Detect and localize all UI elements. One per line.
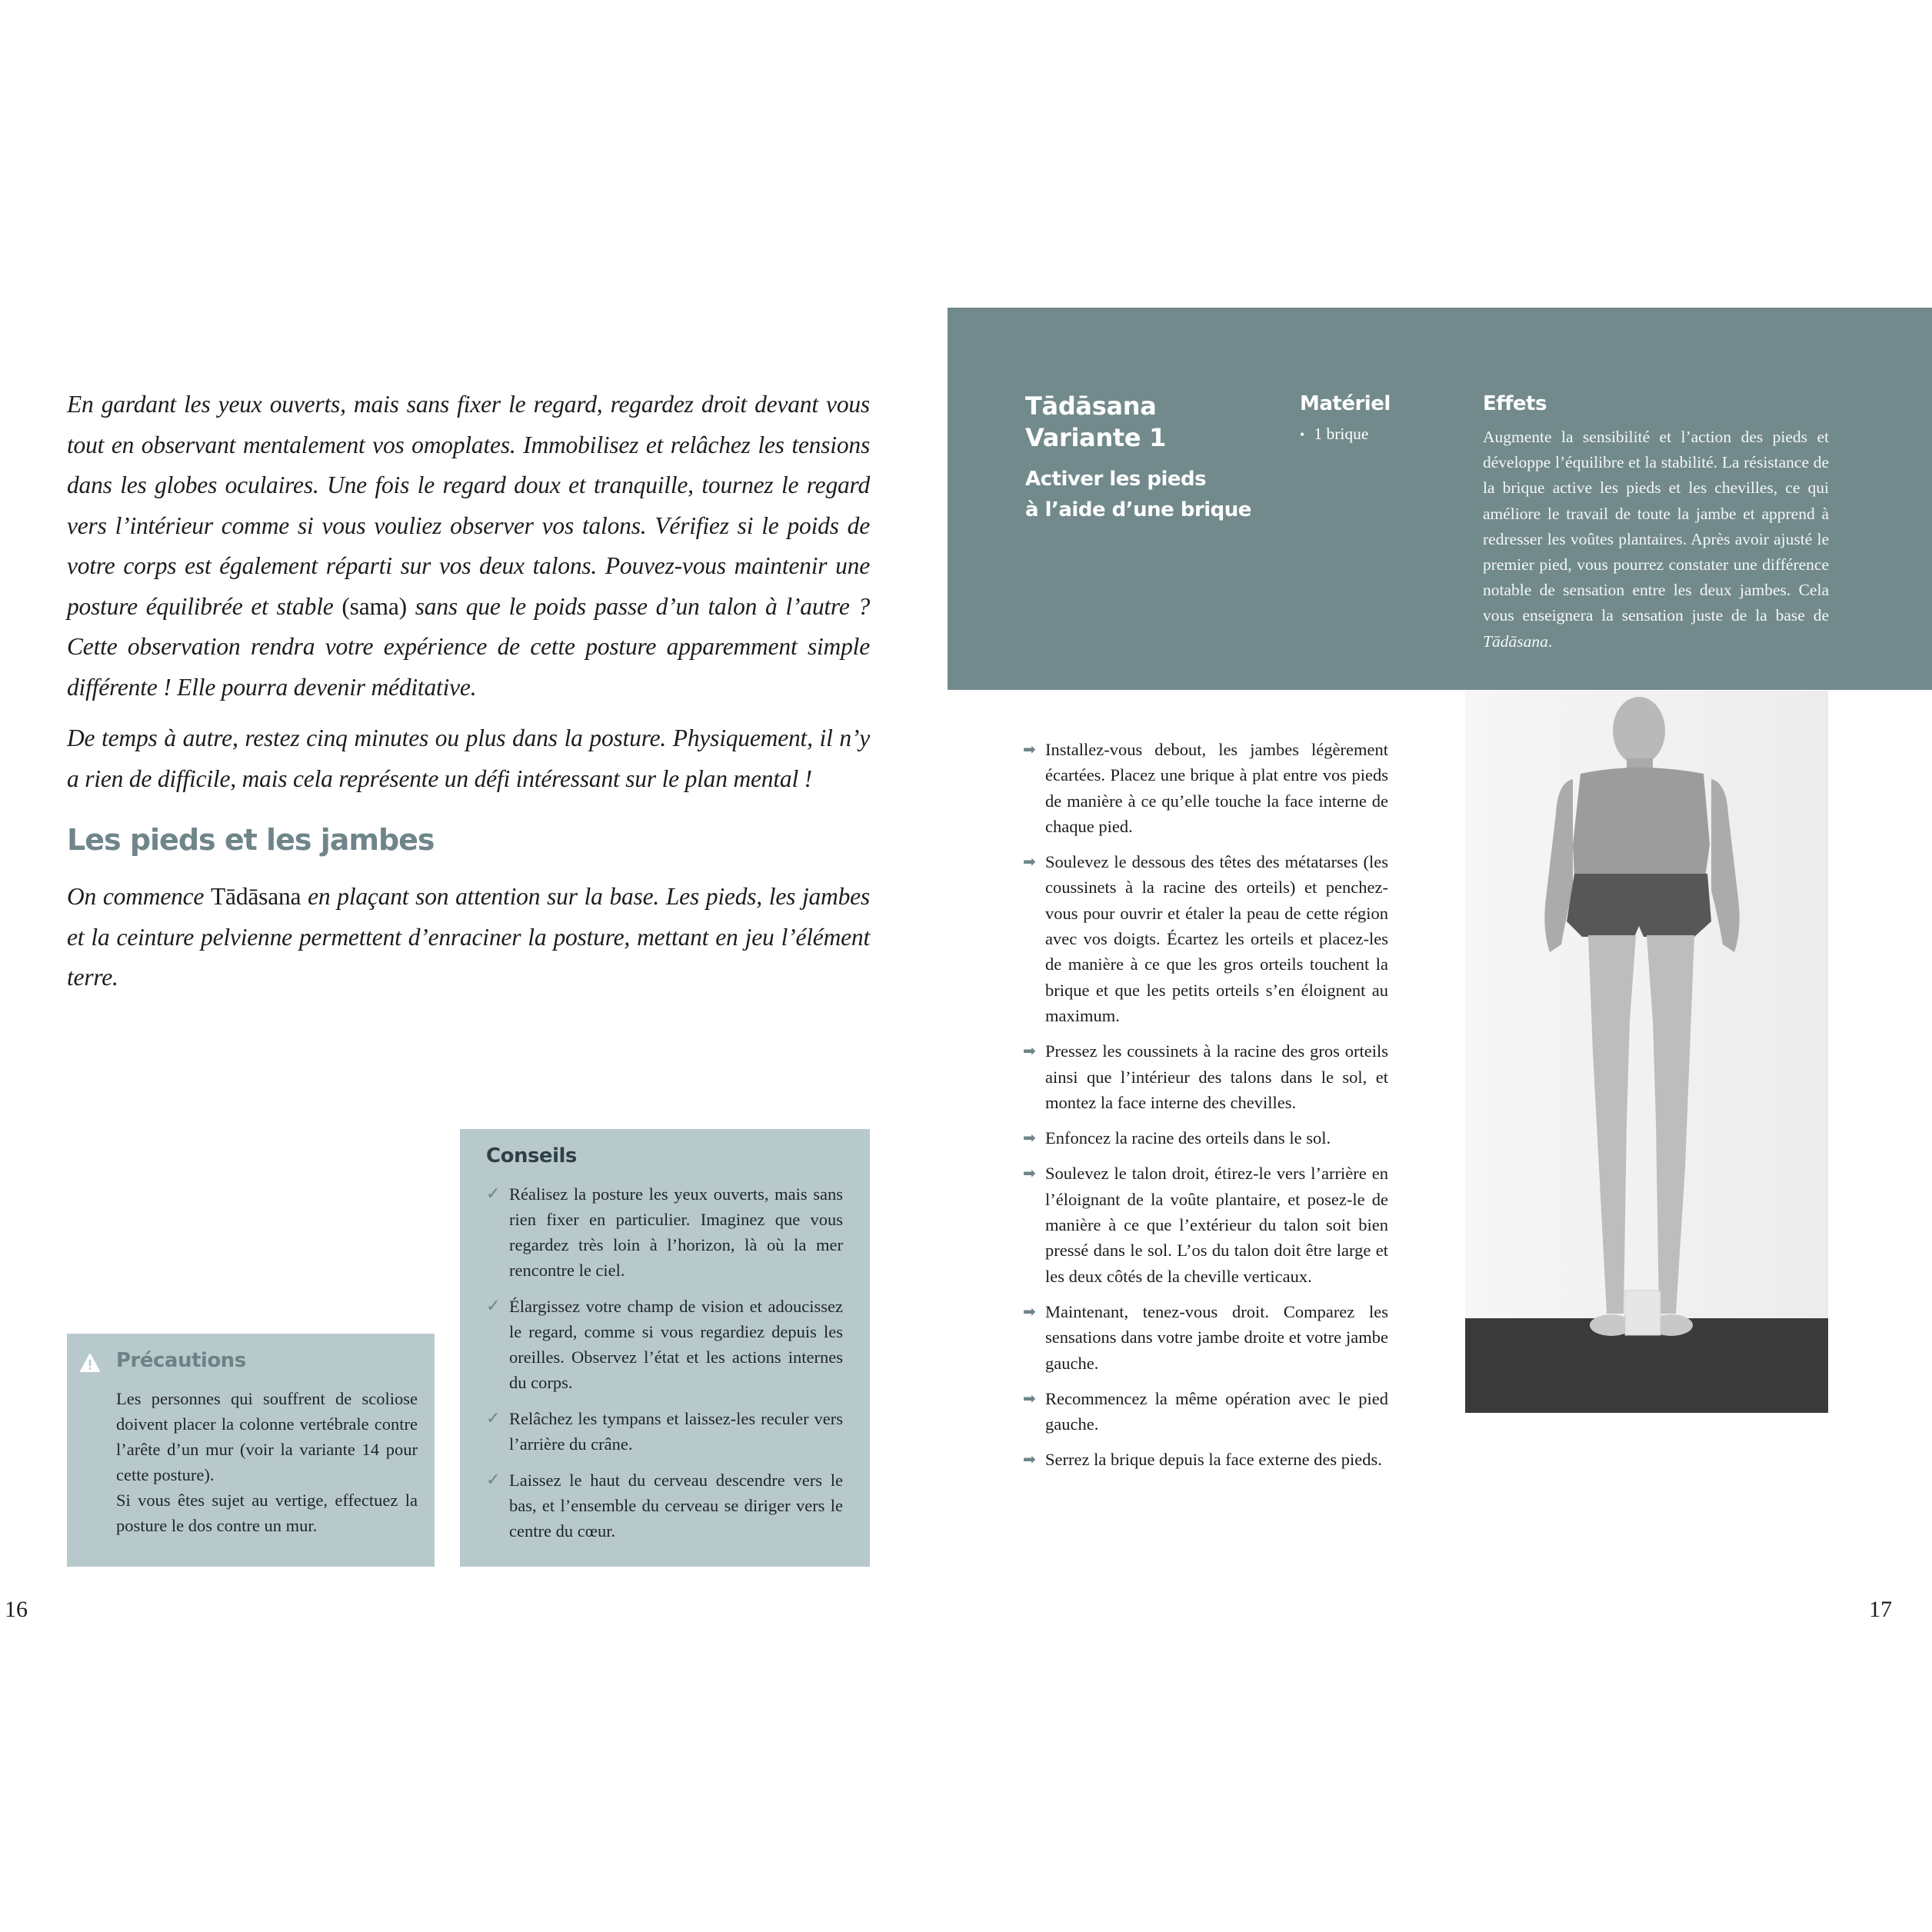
materiel-title: Matériel [1300, 392, 1391, 415]
instruction-steps [1023, 737, 1388, 1483]
intro-paragraph-2: De temps à autre, restez cinq minutes ou plus dans la posture. Physiquement, il n’y a rien de difficile, mais cela représente un défi intéressant sur le plan mental ! [67, 724, 870, 792]
checkmark-icon: ✓ [486, 1409, 501, 1428]
intro-text [67, 385, 870, 810]
effets-section [1483, 392, 1829, 655]
conseils-item: ✓ Réalisez la posture les yeux ouverts, mais sans rien fixer en particulier. Imaginez que vous regardez très loin à l’horizon, là où la mer rencontre le ciel. [486, 1181, 843, 1283]
intro-paragraph-1: En gardant les yeux ouverts, mais sans fixer le regard, regardez droit devant vous tout en observant mentalement vos omoplates. Immobilisez et relâchez les tensions dans les globes oculaires. Une fois le regard doux et tranquille, tournez le regard vers l’intérieur comme si vous vouliez observer vos talons. Vérifiez si le poids de votre corps est également réparti sur vos deux talons. Pouvez-vous maintenir une posture équilibrée et stable (sama) sans que le poids passe d’un talon à l’autre ? Cette observation rendra votre expérience de cette posture apparemment simple différente ! Elle pourra devenir méditative. [67, 391, 870, 701]
conseils-list [486, 1181, 843, 1554]
page-number-left: 16 [5, 1597, 28, 1622]
sanskrit-term: Tādāsana [211, 883, 301, 910]
precautions-box [67, 1334, 435, 1567]
step-item: ➡ Maintenant, tenez-vous droit. Comparez les sensations dans votre jambe droite et votre jambe gauche. [1023, 1299, 1388, 1376]
effets-text: Augmente la sensibilité et l’action des pieds et développe l’équilibre et la stabilité. La résistance de la brique active les pieds et les chevilles, ce qui améliore le travail de toute la jambe et apprend à redresser les voûtes plantaires. Après avoir ajusté le premier pied, vous pourrez constater une différence notable de sensation entre les deux jambes. Cela vous enseignera la sensation juste de la base de Tādāsana. [1483, 428, 1829, 651]
sanskrit-term: (sama) [341, 592, 407, 620]
pose-title: Tādāsana Variante 1 [1025, 391, 1167, 452]
precautions-text: Les personnes qui souffrent de scoliose doivent placer la colonne vertébrale contre l’arête d’un mur (voir la variante 14 pour cette posture). Si vous êtes sujet au vertige, effectuez la posture le dos contre un mur. [116, 1389, 418, 1535]
conseils-item: ✓ Relâchez les tympans et laissez-les reculer vers l’arrière du crâne. [486, 1406, 843, 1457]
checkmark-icon: ✓ [486, 1471, 501, 1490]
page-number-right: 17 [1869, 1597, 1892, 1622]
step-item: ➡ Installez-vous debout, les jambes légèrement écartées. Placez une brique à plat entre vos pieds de manière à ce qu’elle touche la face interne de chaque pied. [1023, 737, 1388, 839]
sanskrit-term: Tādāsana [1483, 631, 1548, 651]
effets-title: Effets [1483, 392, 1547, 415]
section-paragraph: On commence Tādāsana en plaçant son attention sur la base. Les pieds, les jambes et la ceinture pelvienne permettent d’enraciner la posture, mettant en jeu l’élément terre. [67, 883, 870, 991]
step-item: ➡ Serrez la brique depuis la face externe des pieds. [1023, 1447, 1388, 1472]
conseils-item: ✓ Laissez le haut du cerveau descendre vers le bas, et l’ensemble du cerveau se diriger vers le centre du cœur. [486, 1467, 843, 1544]
section-heading: Les pieds et les jambes [67, 823, 435, 857]
checkmark-icon: ✓ [486, 1297, 501, 1316]
precautions-title: Précautions [116, 1349, 246, 1372]
step-item: ➡ Pressez les coussinets à la racine des gros orteils ainsi que l’intérieur des talons dans le sol, et montez la face interne des chevilles. [1023, 1038, 1388, 1115]
materiel-item: • 1 brique [1300, 425, 1391, 444]
arrow-bullet-icon: ➡ [1023, 1450, 1036, 1469]
conseils-title: Conseils [486, 1144, 577, 1168]
arrow-bullet-icon: ➡ [1023, 852, 1036, 871]
step-item: ➡ Soulevez le dessous des têtes des métatarses (les coussinets à la racine des orteils) et penchez-vous pour ouvrir et étaler la peau de cette région avec vos doigts. Écartez les orteils et placez-les de manière à ce que les gros orteils touchent la brique et que les petits orteils s’en éloignent au maximum. [1023, 849, 1388, 1028]
arrow-bullet-icon: ➡ [1023, 1041, 1036, 1061]
warning-icon [80, 1354, 100, 1372]
arrow-bullet-icon: ➡ [1023, 1388, 1036, 1407]
conseils-box [460, 1129, 870, 1567]
checkmark-icon: ✓ [486, 1184, 501, 1204]
pose-photo [1465, 691, 1828, 1413]
standing-figure-illustration [1465, 691, 1828, 1413]
step-item: ➡ Enfoncez la racine des orteils dans le sol. [1023, 1125, 1388, 1151]
step-item: ➡ Recommencez la même opération avec le pied gauche. [1023, 1386, 1388, 1437]
step-item: ➡ Soulevez le talon droit, étirez-le vers l’arrière en l’éloignant de la voûte plantaire, et posez-le de manière à ce que l’extérieur du talon soit bien pressé dans le sol. L’os du talon doit être large et les deux côtés de la cheville verticaux. [1023, 1161, 1388, 1288]
arrow-bullet-icon: ➡ [1023, 1164, 1036, 1183]
arrow-bullet-icon: ➡ [1023, 740, 1036, 758]
pose-subtitle: Activer les pieds à l’aide d’une brique [1025, 468, 1251, 521]
arrow-bullet-icon: ➡ [1023, 1128, 1036, 1148]
conseils-item: ✓ Élargissez votre champ de vision et adoucissez le regard, comme si vous regardiez depuis les oreilles. Observez l’état et les actions internes du corps. [486, 1294, 843, 1395]
materiel-section [1300, 392, 1391, 444]
arrow-bullet-icon: ➡ [1023, 1301, 1036, 1321]
pose-header-band [948, 308, 1932, 690]
materiel-list [1300, 425, 1391, 444]
